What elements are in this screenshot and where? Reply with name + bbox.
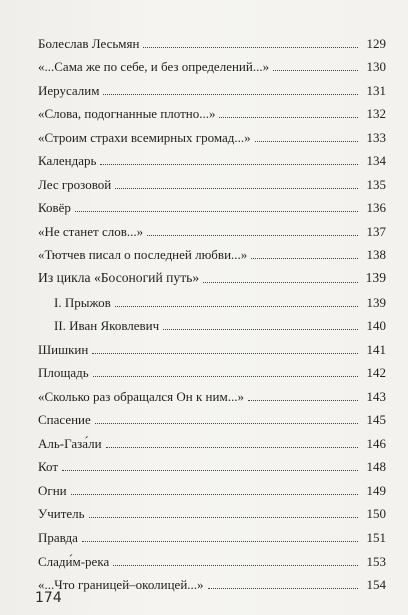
- toc-entry: [38, 77, 386, 101]
- toc-entry: [38, 242, 386, 266]
- dot-leader: [208, 588, 358, 589]
- dot-leader: [143, 47, 358, 48]
- dot-leader: [92, 353, 358, 354]
- toc-entry-page: 145: [366, 412, 386, 428]
- toc-entry-title: «...Сама же по себе, и без определений...»: [38, 59, 270, 75]
- toc-entry: [38, 477, 386, 501]
- toc-entry-page: 133: [366, 129, 386, 145]
- toc-entry: [38, 218, 386, 242]
- page-number: 174: [35, 590, 62, 606]
- toc-entry-title: I. Прыжов: [54, 294, 111, 310]
- toc-entry-page: 151: [366, 530, 386, 546]
- toc-entry-page: 139: [365, 270, 386, 286]
- toc-entry-title: II. Иван Яковлевич: [54, 318, 160, 334]
- toc-entry-page: 142: [366, 365, 386, 381]
- toc-entry: [38, 572, 386, 596]
- toc-entry-page: 132: [366, 106, 386, 122]
- toc-entry-title: Площадь: [38, 365, 89, 381]
- dot-leader: [163, 329, 358, 330]
- toc-entry-page: 150: [366, 506, 386, 522]
- table-of-contents: [38, 30, 386, 595]
- toc-entry: [38, 54, 386, 78]
- toc-entry: [38, 195, 386, 219]
- toc-entry: [38, 501, 386, 525]
- toc-entry-page: 154: [366, 577, 386, 593]
- dot-leader: [251, 258, 358, 259]
- toc-entry-title: Кот: [38, 459, 59, 475]
- toc-entry-title: «...Что границей–околицей...»: [38, 577, 204, 593]
- toc-entry-title: Слади́м-река: [38, 553, 110, 569]
- dot-leader: [115, 306, 358, 307]
- toc-entry-title: Правда: [38, 530, 78, 546]
- toc-entry: [38, 30, 386, 54]
- dot-leader: [255, 141, 358, 142]
- toc-entry-title: «Сколько раз обращался Он к ним...»: [38, 388, 244, 404]
- dot-leader: [95, 423, 358, 424]
- dot-leader: [103, 94, 358, 95]
- toc-entry-page: 139: [366, 294, 386, 310]
- toc-entry-title: Учитель: [38, 506, 85, 522]
- toc-entry-title: Календарь: [38, 153, 97, 169]
- toc-entry: [38, 454, 386, 478]
- dot-leader: [248, 400, 358, 401]
- toc-entry: [38, 524, 386, 548]
- toc-entry-title: Лес грозовой: [38, 176, 112, 192]
- toc-entry-title: Спасение: [38, 412, 91, 428]
- toc-entry-page: 135: [366, 176, 386, 192]
- toc-entry-page: 140: [366, 318, 386, 334]
- toc-entry: [38, 383, 386, 407]
- dot-leader: [82, 541, 358, 542]
- toc-entry-title: Ковёр: [38, 200, 71, 216]
- toc-entry-title: «Слова, подогнанные плотно...»: [38, 106, 216, 122]
- toc-entry-page: 143: [366, 388, 386, 404]
- dot-leader: [62, 470, 358, 471]
- toc-entry-page: 138: [366, 247, 386, 263]
- toc-entry-title: Огни: [38, 482, 67, 498]
- toc-entry-page: 137: [366, 223, 386, 239]
- toc-entry: [38, 548, 386, 572]
- toc-entry: [38, 265, 386, 289]
- toc-entry-page: 149: [366, 482, 386, 498]
- toc-entry-page: 141: [366, 341, 386, 357]
- toc-entry-title: Болеслав Лесьмян: [38, 35, 140, 51]
- dot-leader: [100, 164, 358, 165]
- toc-entry-title: «Тютчев писал о последней любви...»: [38, 247, 248, 263]
- toc-entry: [38, 171, 386, 195]
- toc-entry-page: 134: [366, 153, 386, 169]
- toc-entry-title: Из цикла «Босоногий путь»: [38, 270, 200, 286]
- dot-leader: [89, 517, 358, 518]
- toc-entry-page: 131: [366, 82, 386, 98]
- toc-entry-title: «Не станет слов...»: [38, 223, 144, 239]
- dot-leader: [71, 494, 358, 495]
- toc-entry-page: 146: [366, 435, 386, 451]
- toc-entry-page: 130: [366, 59, 386, 75]
- toc-entry: [38, 313, 386, 337]
- dot-leader: [147, 235, 358, 236]
- dot-leader: [219, 117, 358, 118]
- toc-entry-page: 136: [366, 200, 386, 216]
- toc-entry-title: «Строим страхи всемирных громад...»: [38, 129, 251, 145]
- toc-entry-title: Шишкин: [38, 341, 89, 357]
- dot-leader: [113, 565, 358, 566]
- toc-entry: [38, 430, 386, 454]
- dot-leader: [273, 70, 358, 71]
- toc-entry-page: 129: [366, 35, 386, 51]
- toc-entry-title: Аль-Газа́ли: [38, 435, 102, 451]
- toc-entry: [38, 148, 386, 172]
- dot-leader: [75, 211, 358, 212]
- toc-entry: [38, 336, 386, 360]
- dot-leader: [115, 188, 358, 189]
- toc-entry-title: Иерусалим: [38, 82, 100, 98]
- toc-entry-page: 153: [366, 553, 386, 569]
- toc-entry: [38, 407, 386, 431]
- toc-entry-page: 148: [366, 459, 386, 475]
- dot-leader: [93, 376, 358, 377]
- toc-entry: [38, 124, 386, 148]
- toc-entry: [38, 101, 386, 125]
- dot-leader: [106, 447, 358, 448]
- toc-entry: [38, 360, 386, 384]
- dot-leader: [203, 282, 358, 283]
- toc-entry: [38, 289, 386, 313]
